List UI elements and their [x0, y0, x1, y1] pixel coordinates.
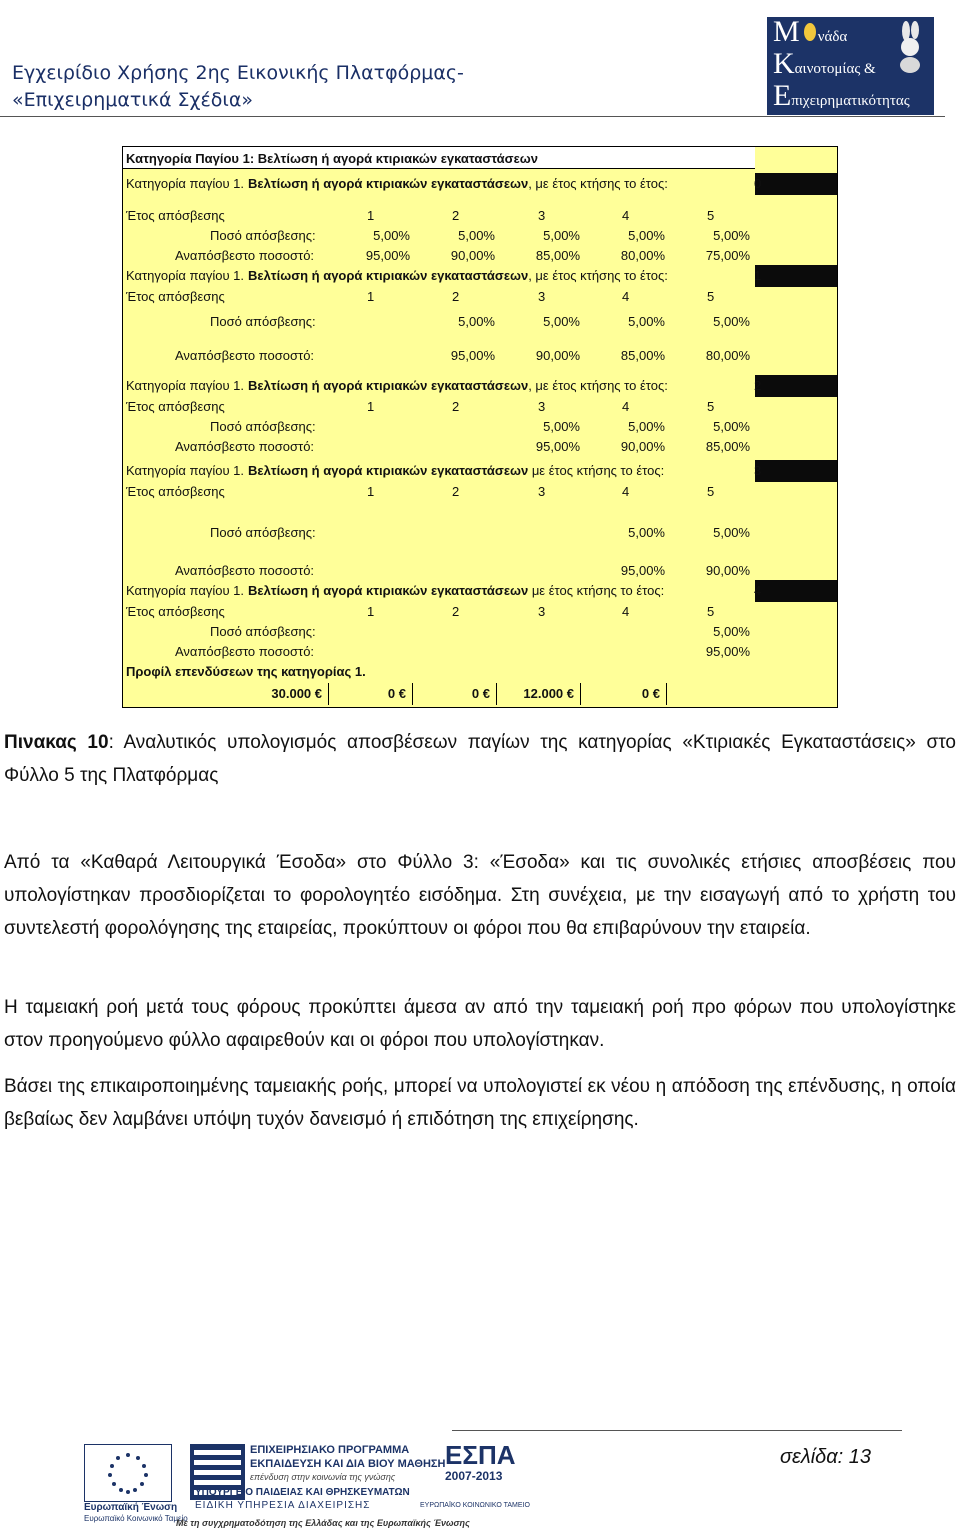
- amortization-value: 5,00%: [373, 228, 410, 243]
- year-number: 3: [538, 484, 546, 499]
- amortization-value: 5,00%: [713, 525, 750, 540]
- year-cell-bg: [755, 580, 837, 602]
- remaining-value: 90,00%: [535, 348, 580, 363]
- year-number: 5: [707, 604, 715, 619]
- caption-text: : Αναλυτικός υπολογισμός αποσβέσεων παγίων της κατηγορίας «Κτιριακές Εγκαταστάσεις» στο Φύλλο 5 της Πλατφόρμας: [4, 732, 956, 786]
- amortization-label: Ποσό απόσβεσης:: [210, 419, 316, 434]
- acquisition-year: 4: [754, 583, 762, 598]
- program-line-5: ΕΙΔΙΚΗ ΥΠΗΡΕΣΙΑ ΔΙΑΧΕΙΡΙΣΗΣ: [195, 1500, 371, 1511]
- category-suffix: , με έτος κτήσης το έτος:: [528, 378, 668, 393]
- amortization-value: 5,00%: [713, 228, 750, 243]
- year-number: 5: [707, 484, 715, 499]
- paragraph-3: Βάσει της επικαιροποιημένης ταμειακής ροής, μπορεί να υπολογιστεί εκ νέου η απόδοση της επένδυσης, η οποία βεβαίως δεν λαμβάνει υπόψη τυχόν δανεισμό ή επιδότηση της επιχείρησης.: [4, 1076, 956, 1130]
- remaining-label: Αναπόσβεστο ποσοστό:: [175, 563, 315, 578]
- logo-word-1: νάδα: [817, 29, 848, 45]
- category-prefix: Κατηγορία παγίου 1.: [126, 176, 245, 191]
- amortization-label: Ποσό απόσβεσης:: [210, 228, 316, 243]
- remaining-value: 95,00%: [705, 644, 750, 659]
- year-number: 4: [622, 604, 630, 619]
- category-name: Βελτίωση ή αγορά κτιριακών εγκαταστάσεων: [248, 176, 529, 191]
- category-name: Βελτίωση ή αγορά κτιριακών εγκαταστάσεων: [248, 463, 529, 478]
- category-suffix: , με έτος κτήσης το έτος:: [528, 268, 668, 283]
- program-line-2: ΕΚΠΑΙΔΕΥΣΗ ΚΑΙ ΔΙΑ ΒΙΟΥ ΜΑΘΗΣΗ: [250, 1458, 446, 1470]
- remaining-value: 80,00%: [620, 248, 665, 263]
- page-number: σελίδα: 13: [780, 1446, 872, 1468]
- amortization-label: Ποσό απόσβεσης:: [210, 624, 316, 639]
- rabbit-mascot-icon: [892, 21, 928, 73]
- remaining-value: 95,00%: [365, 248, 410, 263]
- remaining-value: 85,00%: [620, 348, 665, 363]
- profile-value-3: 0 €: [413, 683, 497, 705]
- amortization-value: 5,00%: [713, 419, 750, 434]
- year-label: Έτος απόσβεσης: [126, 289, 225, 304]
- amortization-value: 5,00%: [543, 314, 580, 329]
- table-caption: [4, 726, 956, 792]
- header-title-line1: Εγχειρίδιο Χρήσης 2ης Εικονικής Πλατφόρμας-: [12, 62, 464, 84]
- amortization-value: 5,00%: [713, 314, 750, 329]
- year-number: 1: [367, 399, 375, 414]
- remaining-value: 95,00%: [535, 439, 580, 454]
- year-number: 3: [538, 289, 546, 304]
- amortization-value: 5,00%: [458, 314, 495, 329]
- eu-label: Ευρωπαϊκή Ένωση: [84, 1502, 178, 1513]
- year-number: 4: [622, 208, 630, 223]
- year-number: 5: [707, 289, 715, 304]
- remaining-value: 85,00%: [535, 248, 580, 263]
- year-number: 1: [367, 604, 375, 619]
- acquisition-year: 1: [754, 268, 762, 283]
- amortization-label: Ποσό απόσβεσης:: [210, 314, 316, 329]
- category-row: [126, 462, 664, 479]
- category-row: [126, 267, 668, 284]
- year-number: 3: [538, 399, 546, 414]
- year-cell-bg: [755, 173, 837, 195]
- profile-value-4: 12.000 €: [497, 683, 581, 705]
- year-number: 5: [707, 399, 715, 414]
- category-prefix: Κατηγορία παγίου 1.: [126, 583, 245, 598]
- category-row: [126, 175, 668, 192]
- year-number: 2: [452, 484, 460, 499]
- amortization-value: 5,00%: [628, 525, 665, 540]
- amortization-value: 5,00%: [713, 624, 750, 639]
- remaining-value: 85,00%: [705, 439, 750, 454]
- remaining-value: 90,00%: [450, 248, 495, 263]
- remaining-value: 90,00%: [705, 563, 750, 578]
- caption-label: Πινακας 10: [4, 732, 109, 753]
- eu-sublabel: Ευρωπαϊκό Κοινωνικό Ταμείο: [84, 1514, 188, 1523]
- cofunding-note: Με τη συγχρηματοδότηση της Ελλάδας και της Ευρωπαϊκής Ένωσης: [176, 1518, 470, 1528]
- year-cell-bg: [755, 375, 837, 397]
- year-number: 2: [452, 399, 460, 414]
- year-cell-bg: [755, 460, 837, 482]
- category-name: Βελτίωση ή αγορά κτιριακών εγκαταστάσεων: [248, 583, 529, 598]
- category-row: [126, 377, 668, 394]
- year-number: 2: [452, 289, 460, 304]
- remaining-value: 75,00%: [705, 248, 750, 263]
- program-line-1: ΕΠΙΧΕΙΡΗΣΙΑΚΟ ΠΡΟΓΡΑΜΜΑ: [250, 1444, 410, 1456]
- remaining-label: Αναπόσβεστο ποσοστό:: [175, 439, 315, 454]
- year-number: 2: [452, 604, 460, 619]
- category-suffix: , με έτος κτήσης το έτος:: [528, 176, 668, 191]
- category-name: Βελτίωση ή αγορά κτιριακών εγκαταστάσεων: [248, 268, 529, 283]
- year-label: Έτος απόσβεσης: [126, 484, 225, 499]
- year-number: 4: [622, 289, 630, 304]
- category-prefix: Κατηγορία παγίου 1.: [126, 268, 245, 283]
- paragraph-1: Από τα «Καθαρά Λειτουργικά Έσοδα» στο Φύλλο 3: «Έσοδα» και τις συνολικές ετήσιες αποσβέσεις που υπολογίστηκαν προσδιορίζεται το φορολογητέο εισόδημα. Στη συνέχεια, με την εισαγωγή από το χρήστη του συντελεστή φορολόγησης της εταιρείας, προκύπτουν οι φόροι που θα επιβαρύνουν την εταιρεία.: [4, 852, 956, 939]
- year-number: 3: [538, 208, 546, 223]
- year-number: 3: [538, 604, 546, 619]
- amortization-value: 5,00%: [628, 314, 665, 329]
- header-title-line2: «Επιχειρηματικά Σχέδια»: [12, 89, 253, 111]
- header-divider: [0, 116, 945, 117]
- year-label: Έτος απόσβεσης: [126, 208, 225, 223]
- acquisition-year: 3: [754, 463, 762, 478]
- remaining-value: 80,00%: [705, 348, 750, 363]
- profile-value-5: 0 €: [581, 683, 667, 705]
- year-label: Έτος απόσβεσης: [126, 399, 225, 414]
- footer-divider: [452, 1430, 902, 1431]
- espa-sublabel: ΕΥΡΩΠΑΪΚΟ ΚΟΙΝΩΝΙΚΟ ΤΑΜΕΙΟ: [420, 1502, 530, 1509]
- category-prefix: Κατηγορία παγίου 1.: [126, 463, 245, 478]
- year-cell-bg: [755, 265, 837, 287]
- year-number: 4: [622, 484, 630, 499]
- eu-stars-icon: [85, 1445, 171, 1501]
- amortization-value: 5,00%: [543, 228, 580, 243]
- category-suffix: με έτος κτήσης το έτος:: [528, 583, 665, 598]
- remaining-label: Αναπόσβεστο ποσοστό:: [175, 644, 315, 659]
- program-line-3: επένδυση στην κοινωνία της γνώσης: [250, 1472, 396, 1482]
- category-prefix: Κατηγορία παγίου 1.: [126, 378, 245, 393]
- logo-word-3: πιχειρηματικότητας: [791, 93, 910, 109]
- program-line-4: ΥΠΟΥΡΓΕΙΟ ΠΑΙΔΕΙΑΣ ΚΑΙ ΘΡΗΣΚΕΥΜΑΤΩΝ: [195, 1487, 410, 1498]
- amortization-label: Ποσό απόσβεσης:: [210, 525, 316, 540]
- year-label: Έτος απόσβεσης: [126, 604, 225, 619]
- logo-letter-k: Κ: [773, 47, 795, 80]
- remaining-label: Αναπόσβεστο ποσοστό:: [175, 248, 315, 263]
- year-number: 1: [367, 208, 375, 223]
- eu-flag-logo: [84, 1444, 172, 1502]
- innovation-unit-logo: [767, 17, 934, 115]
- amortization-value: 5,00%: [628, 419, 665, 434]
- profile-value-2: 0 €: [329, 683, 413, 705]
- sheet-title: Κατηγορία Παγίου 1: Βελτίωση ή αγορά κτιριακών εγκαταστάσεων: [126, 151, 538, 166]
- remaining-value: 95,00%: [620, 563, 665, 578]
- category-name: Βελτίωση ή αγορά κτιριακών εγκαταστάσεων: [248, 378, 529, 393]
- category-suffix: με έτος κτήσης το έτος:: [528, 463, 665, 478]
- year-number: 2: [452, 208, 460, 223]
- acquisition-year: 2: [754, 378, 762, 393]
- document-header-title: [12, 60, 464, 114]
- remaining-value: 90,00%: [620, 439, 665, 454]
- logo-letter-m: Μ: [773, 17, 800, 48]
- year-number: 5: [707, 208, 715, 223]
- logo-word-2: αινοτομίας &: [794, 61, 876, 77]
- espa-text: ΕΣΠΑ: [445, 1440, 516, 1470]
- amortization-value: 5,00%: [628, 228, 665, 243]
- profile-value-1: 30.000 €: [245, 683, 329, 705]
- logo-letter-e: Ε: [773, 79, 792, 112]
- year-number: 1: [367, 484, 375, 499]
- lightbulb-icon: [804, 23, 816, 41]
- year-number: 4: [622, 399, 630, 414]
- acquisition-year: 0: [754, 176, 762, 191]
- remaining-value: 95,00%: [450, 348, 495, 363]
- remaining-label: Αναπόσβεστο ποσοστό:: [175, 348, 315, 363]
- espa-logo: [445, 1441, 515, 1499]
- amortization-value: 5,00%: [458, 228, 495, 243]
- paragraph-2: Η ταμειακή ροή μετά τους φόρους προκύπτει άμεσα αν από την ταμειακή ροή προ φόρων που υπολογίστηκε στον προηγούμενο φύλλο αφαιρεθούν και οι φόροι που υπολογίστηκαν.: [4, 997, 956, 1051]
- category-row: [126, 582, 664, 599]
- year-number: 1: [367, 289, 375, 304]
- depreciation-sheet: [122, 146, 838, 708]
- amortization-value: 5,00%: [543, 419, 580, 434]
- espa-years: 2007-2013: [445, 1469, 503, 1483]
- profile-label: Προφίλ επενδύσεων της κατηγορίας 1.: [126, 664, 366, 679]
